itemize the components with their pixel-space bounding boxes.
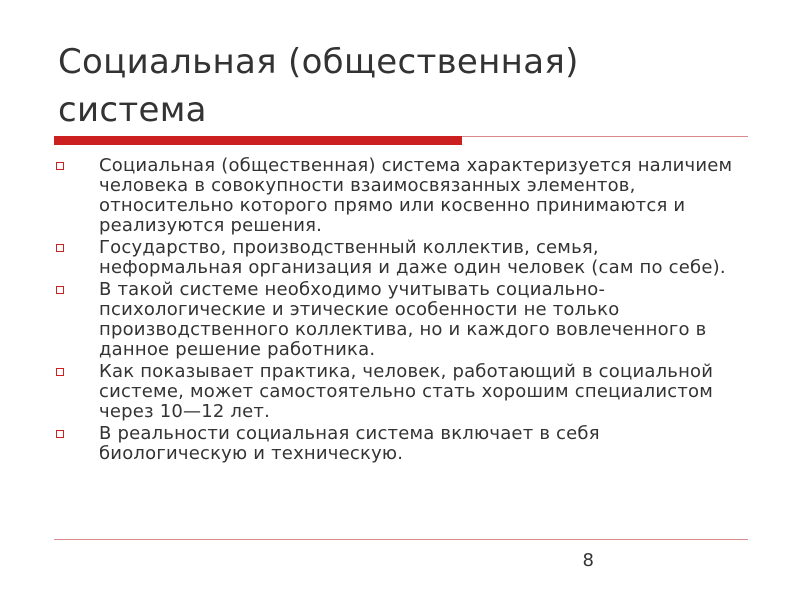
- bullet-item: [54, 280, 734, 360]
- square-outline-icon: [56, 286, 64, 294]
- title-accent-bar: [54, 136, 462, 145]
- footer-divider-line: [54, 539, 748, 540]
- bullet-item: [54, 156, 734, 236]
- bullet-text: Государство, производственный коллектив, семья, неформальная организация и даже один человек (сам по себе).: [99, 237, 726, 278]
- bullet-text: В такой системе необходимо учитывать социально-психологические и этические особенности не только производственного коллектива, но и каждого вовлеченного в данное решение работника.: [99, 279, 707, 360]
- square-outline-icon: [56, 368, 64, 376]
- bullet-item: [54, 238, 734, 278]
- bullet-item: [54, 424, 734, 464]
- bullet-text: В реальности социальная система включает в себя биологическую и техническую.: [99, 423, 600, 464]
- bullet-item: [54, 362, 734, 422]
- slide-title: Социальная (общественная) система: [58, 42, 579, 130]
- bullet-text: Как показывает практика, человек, работающий в социальной системе, может самостоятельно стать хорошим специалистом через 10—12 лет.: [99, 361, 714, 422]
- bullet-text: Социальная (общественная) система характеризуется наличием человека в совокупности взаимосвязанных элементов, относительно которого прямо или косвенно принимаются и реализуются решения.: [99, 155, 733, 236]
- square-outline-icon: [56, 430, 64, 438]
- square-outline-icon: [56, 162, 64, 170]
- bullet-list: [54, 156, 734, 466]
- square-outline-icon: [56, 244, 64, 252]
- page-number: 8: [582, 550, 594, 571]
